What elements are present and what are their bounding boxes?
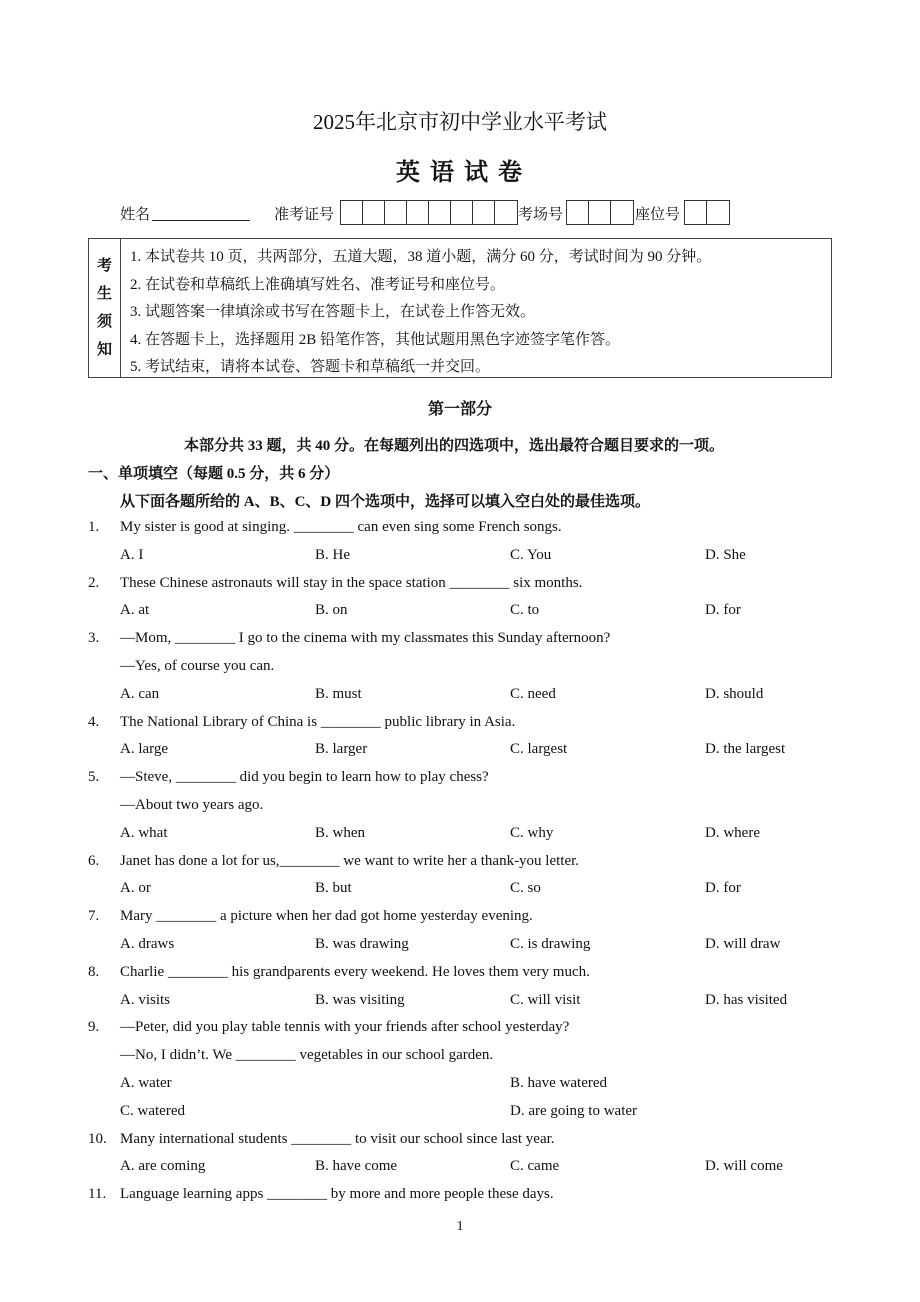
question-text: Mary ________ a picture when her dad got home yesterday evening.: [120, 908, 533, 925]
answer-option[interactable]: C. to: [510, 602, 540, 619]
answer-option[interactable]: C. watered: [120, 1102, 185, 1119]
answer-option[interactable]: D. for: [705, 880, 741, 897]
answer-option[interactable]: B. was visiting: [315, 991, 405, 1008]
notice-label-char: 生: [96, 286, 112, 302]
section-title: 一、单项填空（每题 0.5 分，共 6 分）: [88, 466, 340, 482]
question-number: 2.: [88, 574, 100, 591]
name-label: 姓名: [120, 207, 151, 223]
answer-option[interactable]: A. what: [120, 824, 168, 841]
answer-option[interactable]: A. or: [120, 880, 151, 897]
answer-option[interactable]: A. I: [120, 546, 144, 563]
name-field[interactable]: [152, 220, 250, 221]
answer-option[interactable]: A. large: [120, 741, 169, 758]
answer-option[interactable]: D. has visited: [705, 991, 788, 1008]
answer-option[interactable]: D. where: [705, 824, 760, 841]
question-text: The National Library of China is ________ public library in Asia.: [120, 713, 516, 730]
answer-option[interactable]: C. largest: [510, 741, 568, 758]
question-text: —Peter, did you play table tennis with your friends after school yesterday?: [120, 1019, 570, 1036]
answer-option[interactable]: C. will visit: [510, 991, 581, 1008]
question-text: Charlie ________ his grandparents every weekend. He loves them very much.: [120, 963, 590, 980]
question-number: 9.: [88, 1019, 100, 1036]
answer-option[interactable]: D. will draw: [705, 936, 781, 952]
answer-option[interactable]: D. will come: [705, 1158, 783, 1175]
notice-item: 1. 本试卷共 10 页，共两部分，五道大题，38 道小题，满分 60 分，考试时间为 90 分钟。: [130, 249, 712, 265]
seat-boxes[interactable]: [684, 200, 730, 225]
answer-option[interactable]: A. draws: [120, 936, 175, 952]
question-text: —Mom, ________ I go to the cinema with my classmates this Sunday afternoon?: [120, 630, 611, 647]
answer-option[interactable]: C. You: [510, 546, 552, 563]
seat-label: 座位号: [635, 207, 681, 223]
question-text: Janet has done a lot for us,________ we want to write her a thank-you letter.: [120, 852, 580, 869]
question-number: 10.: [88, 1130, 107, 1147]
question-number: 1.: [88, 519, 100, 535]
answer-option[interactable]: A. can: [120, 685, 160, 702]
notice-item: 5. 考试结束，请将本试卷、答题卡和草稿纸一并交回。: [130, 359, 491, 375]
question-text: —No, I didn’t. We ________ vegetables in our school garden.: [120, 1047, 494, 1064]
exam-subtitle: 英 语 试 卷: [396, 160, 524, 186]
answer-option[interactable]: D. should: [705, 685, 764, 702]
answer-option[interactable]: C. came: [510, 1158, 560, 1175]
answer-option[interactable]: B. must: [315, 685, 362, 702]
answer-option[interactable]: B. was drawing: [315, 936, 409, 952]
answer-option[interactable]: D. the largest: [705, 741, 786, 758]
question-text: —Yes, of course you can.: [120, 658, 275, 674]
answer-option[interactable]: A. are coming: [120, 1158, 206, 1175]
part-description: 本部分共 33 题，共 40 分。在每题列出的四选项中，选出最符合题目要求的一项。: [184, 438, 725, 454]
notice-label-char: 须: [96, 314, 112, 330]
question-number: 8.: [88, 963, 100, 980]
answer-option[interactable]: B. have come: [315, 1158, 398, 1175]
notice-item: 2. 在试卷和草稿纸上准确填写姓名、准考证号和座位号。: [130, 276, 506, 293]
answer-option[interactable]: A. visits: [120, 991, 171, 1008]
answer-option[interactable]: D. for: [705, 602, 741, 619]
question-text: —Steve, ________ did you begin to learn how to play chess?: [120, 769, 489, 786]
notice-label-char: 知: [96, 342, 112, 358]
question-number: 6.: [88, 852, 100, 869]
question-number: 7.: [88, 908, 100, 925]
answer-option[interactable]: C. is drawing: [510, 936, 591, 952]
exam-title: 2025年北京市初中学业水平考试: [313, 110, 607, 134]
answer-option[interactable]: D. She: [705, 546, 746, 563]
exam-id-boxes[interactable]: [340, 200, 518, 225]
notice-label: [89, 239, 121, 377]
answer-option[interactable]: B. have watered: [510, 1075, 608, 1091]
exam-room-boxes[interactable]: [566, 200, 634, 225]
question-number: 3.: [88, 630, 100, 647]
question-text: Many international students ________ to visit our school since last year.: [120, 1130, 555, 1147]
section-instruction: 从下面各题所给的 A、B、C、D 四个选项中，选择可以填入空白处的最佳选项。: [120, 494, 651, 510]
answer-option[interactable]: D. are going to water: [510, 1102, 638, 1119]
question-number: 5.: [88, 769, 100, 786]
answer-option[interactable]: C. so: [510, 880, 541, 897]
answer-option[interactable]: C. why: [510, 824, 554, 841]
answer-option[interactable]: B. He: [315, 546, 350, 563]
question-text: Language learning apps ________ by more and more people these days.: [120, 1186, 554, 1203]
candidate-notice-box: [88, 238, 832, 378]
notice-item: 4. 在答题卡上，选择题用 2B 铅笔作答，其他试题用黑色字迹签字笔作答。: [130, 331, 621, 348]
question-text: These Chinese astronauts will stay in the space station ________ six months.: [120, 574, 583, 591]
question-number: 4.: [88, 713, 100, 730]
answer-option[interactable]: A. water: [120, 1075, 172, 1091]
notice-item: 3. 试题答案一律填涂或书写在答题卡上，在试卷上作答无效。: [130, 304, 536, 320]
candidate-info-line: [120, 200, 740, 226]
question-text: My sister is good at singing. ________ can even sing some French songs.: [120, 519, 562, 535]
answer-option[interactable]: C. need: [510, 685, 556, 702]
exam-id-label: 准考证号: [274, 207, 335, 223]
answer-option[interactable]: A. at: [120, 602, 150, 619]
question-text: —About two years ago.: [120, 797, 264, 813]
question-number: 11.: [88, 1186, 107, 1203]
answer-option[interactable]: B. larger: [315, 741, 368, 758]
answer-option[interactable]: B. on: [315, 602, 348, 619]
notice-list: [130, 245, 825, 383]
part-title: 第一部分: [427, 401, 492, 418]
answer-option[interactable]: B. but: [315, 880, 352, 897]
answer-option[interactable]: B. when: [315, 824, 365, 841]
page-number: 1: [456, 1219, 464, 1234]
exam-room-label: 考场号: [518, 207, 564, 223]
notice-label-char: 考: [96, 258, 112, 274]
